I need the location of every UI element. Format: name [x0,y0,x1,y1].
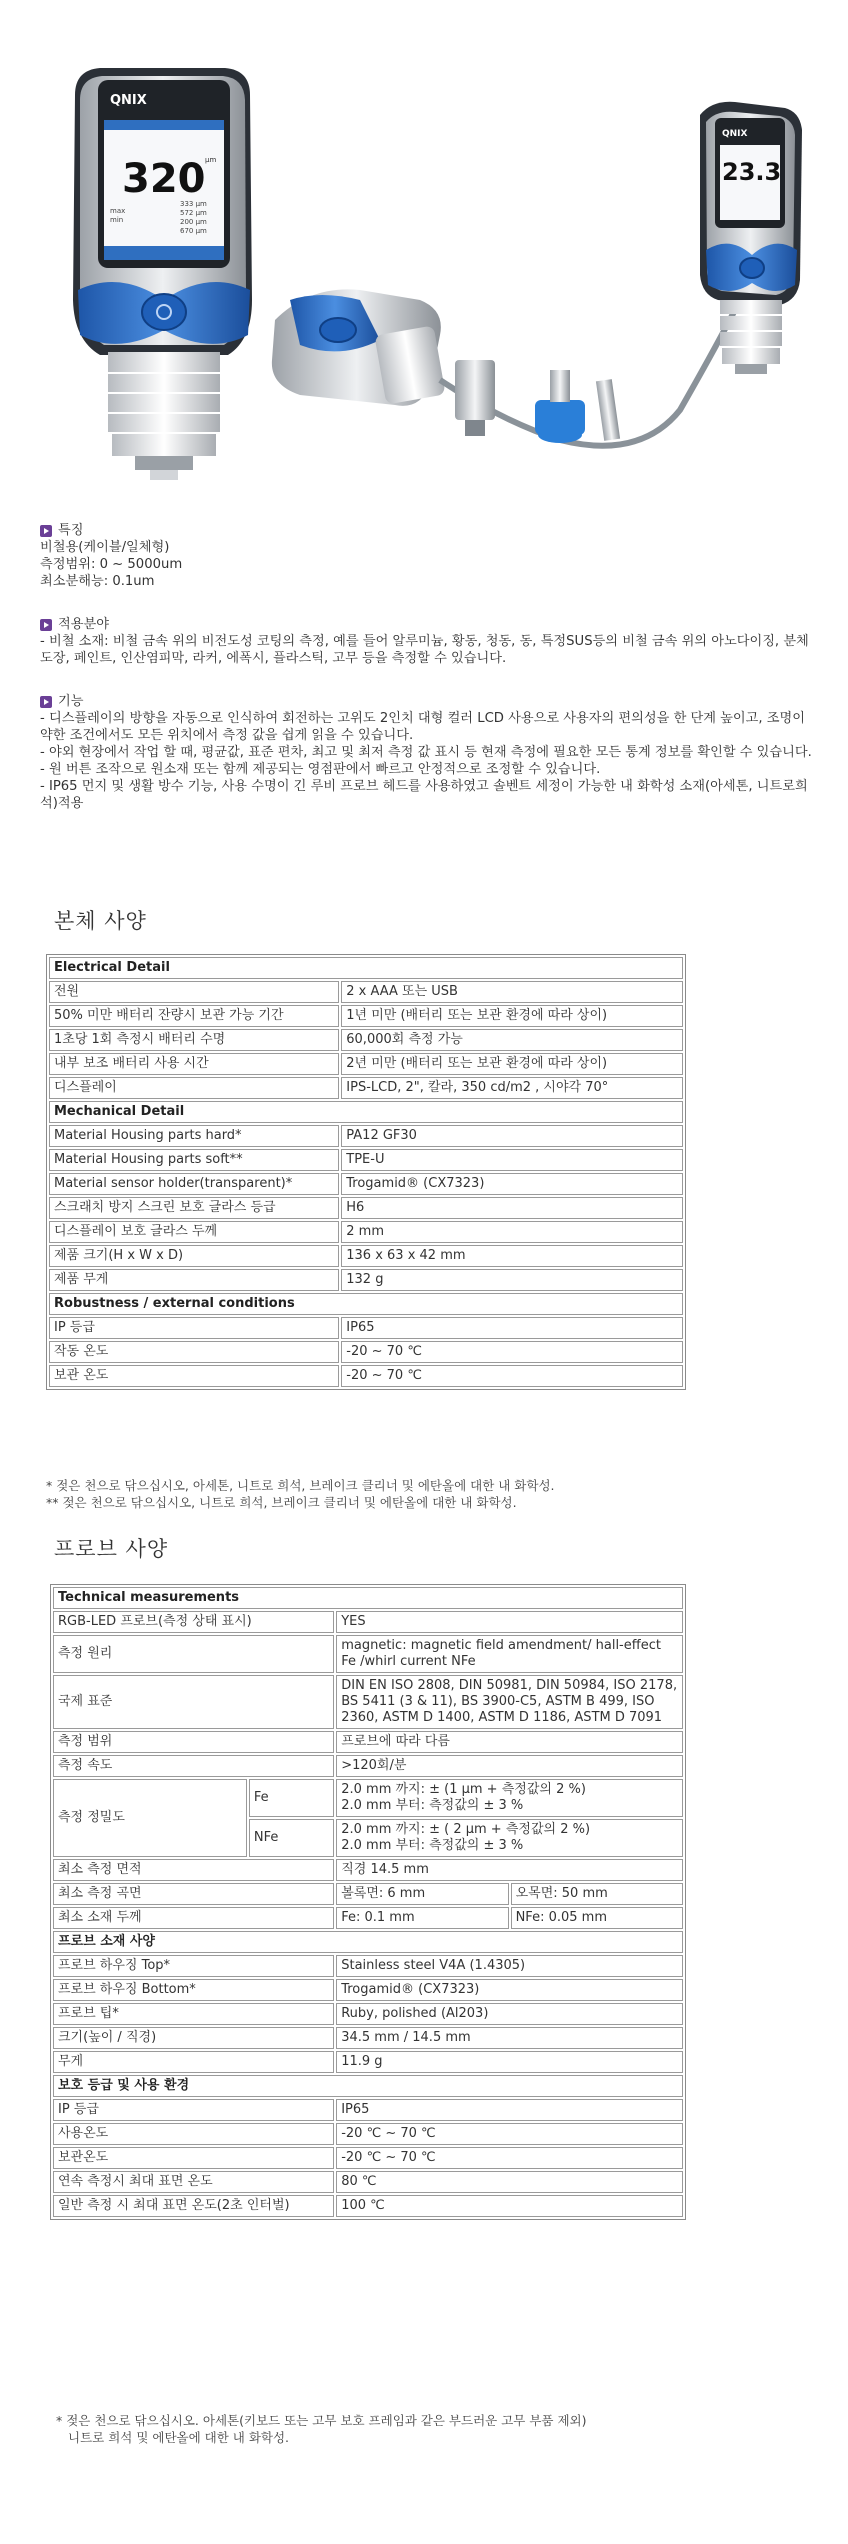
table-row: 일반 측정 시 최대 표면 온도(2초 인터벌) 100 ℃ [53,2195,683,2217]
table-row: 제품 무게 132 g [49,1269,683,1291]
probe-spec-table [50,1584,686,2220]
play-bullet-icon [40,525,52,537]
table-row: 측정 속도 >120회/분 [53,1755,683,1777]
intro-section [40,522,820,812]
table-row: 보관온도 -20 ℃ ~ 70 ℃ [53,2147,683,2169]
footnote: 니트로 희석 및 에탄올에 대한 내 화학성. [68,2430,290,2445]
table-row: NFe 2.0 mm 까지: ± ( 2 µm + 측정값의 2 %) 2.0 mm 부터: 측정값의 ± 3 % [53,1819,683,1857]
device-cable-probe [272,260,745,446]
features-heading: 특징 [40,522,820,539]
functions-line: - IP65 먼지 및 생활 방수 기능, 사용 수명이 긴 루비 프로브 헤드를 사용하였고 솔벤트 세정이 가능한 내 화학성 소재(아세톤, 니트로희석)적용 [40,779,808,811]
table-row: RGB-LED 프로브(측정 상태 표시) YES [53,1611,683,1633]
table-row: 프로브 팁* Ruby, polished (Al203) [53,2003,683,2025]
footnote: * 젖은 천으로 닦으십시오, 아세톤, 니트로 희석, 브레이크 클리너 및 에탄올에 대한 내 화학성. [46,1478,555,1493]
table-row: 무게 11.9 g [53,2051,683,2073]
table-group-row: Robustness / external conditions [49,1293,683,1315]
table-group-row: Mechanical Detail [49,1101,683,1123]
product-photo [0,0,848,520]
table-row: 최소 소재 두께 Fe: 0.1 mm NFe: 0.05 mm [53,1907,683,1929]
device-main [73,68,252,480]
footnote: ** 젖은 천으로 닦으십시오, 니트로 희석, 브레이크 클리너 및 에탄올에 대한 내 화학성. [46,1495,517,1510]
table-row: 최소 측정 곡면 볼록면: 6 mm 오목면: 50 mm [53,1883,683,1905]
functions-line: - 원 버튼 조작으로 원소재 또는 함께 제공되는 영점판에서 빠르고 안정적으로 조정할 수 있습니다. [40,762,601,777]
table-row: 1초당 1회 측정시 배터리 수명 60,000회 측정 가능 [49,1029,683,1051]
svg-text:200 µm: 200 µm [180,218,207,226]
features-line: 측정범위: 0 ~ 5000um [40,557,183,572]
svg-text:max: max [110,207,126,215]
table-group-row: Technical measurements [53,1587,683,1609]
table-row: 내부 보조 배터리 사용 시간 2년 미만 (배터리 또는 보관 환경에 따라 상이) [49,1053,683,1075]
table-group-row: 프로브 소재 사양 [53,1931,683,1953]
table-row: 디스플레이 IPS-LCD, 2", 칼라, 350 cd/m2 , 시야각 70° [49,1077,683,1099]
table-row: 사용온도 -20 ℃ ~ 70 ℃ [53,2123,683,2145]
table-row: 국제 표준 DIN EN ISO 2808, DIN 50981, DIN 50984, ISO 2178, BS 5411 (3 & 11), BS 3900-C5, ASTM B 499, ISO 2360, ASTM D 1400, ASTM D 1186, ASTM D 7091 [53,1675,683,1729]
body-spec-notes [46,1477,806,1511]
device1-brand: QNIX [110,93,147,108]
table-row: 프로브 하우징 Top* Stainless steel V4A (1.4305) [53,1955,683,1977]
table-row: 연속 측정시 최대 표면 온도 80 ℃ [53,2171,683,2193]
table-row: 측정 범위 프로브에 따라 다름 [53,1731,683,1753]
device-secondary [700,102,802,374]
table-row: 프로브 하우징 Bottom* Trogamid® (CX7323) [53,1979,683,2001]
table-row: 제품 크기(H x W x D) 136 x 63 x 42 mm [49,1245,683,1267]
body-spec-title: 본체 사양 [54,909,147,933]
power-button-icon [142,294,186,330]
table-row: Material Housing parts soft** TPE-U [49,1149,683,1171]
table-row: Material sensor holder(transparent)* Trogamid® (CX7323) [49,1173,683,1195]
table-group-row: Electrical Detail [49,957,683,979]
applications-heading: 적용분야 [40,616,820,633]
play-bullet-icon [40,696,52,708]
table-row: 보관 온도 -20 ~ 70 ℃ [49,1365,683,1387]
table-row: 전원 2 x AAA 또는 USB [49,981,683,1003]
applications-text: - 비철 소재: 비철 금속 위의 비전도성 코팅의 측정, 예를 들어 알루미늄, 황동, 청동, 동, 특정SUS등의 비철 금속 위의 아노다이징, 분체도장, 페인트, 인산염피막, 라커, 에폭시, 플라스틱, 고무 등을 측정할 수 있습니다. [40,634,809,666]
functions-line: - 야외 현장에서 작업 할 때, 평균값, 표준 편차, 최고 및 최저 측정 값 표시 등 현재 측정에 필요한 모든 통계 정보를 확인할 수 있습니다. [40,745,812,760]
footnote: * 젖은 천으로 닦으십시오. 아세톤(키보드 또는 고무 보호 프레임과 같은 부드러운 고무 부품 제외) [56,2413,587,2428]
features-line: 비철용(케이블/일체형) [40,540,170,555]
table-row: 측정 원리 magnetic: magnetic field amendment/ hall-effect Fe /whirl current NFe [53,1635,683,1673]
table-row: 디스플레이 보호 글라스 두께 2 mm [49,1221,683,1243]
svg-text:670 µm: 670 µm [180,227,207,235]
table-row: 스크래치 방지 스크린 보호 글라스 등급 H6 [49,1197,683,1219]
table-row: 작동 온도 -20 ~ 70 ℃ [49,1341,683,1363]
svg-text:333 µm: 333 µm [180,200,207,208]
table-row: 최소 측정 면적 직경 14.5 mm [53,1859,683,1881]
functions-line: - 디스플레이의 방향을 자동으로 인식하여 회전하는 고위도 2인치 대형 컬러 LCD 사용으로 사용자의 편의성을 한 단계 높이고, 조명이 약한 조건에서도 모든 위치에서 측정 값을 쉽게 읽을 수 있습니다. [40,711,806,743]
functions-heading: 기능 [40,693,820,710]
device1-unit: µm [205,156,217,164]
product-illustration [0,0,848,520]
svg-text:572 µm: 572 µm [180,209,207,217]
table-row: IP 등급 IP65 [49,1317,683,1339]
table-row: 측정 정밀도 Fe 2.0 mm 까지: ± (1 µm + 측정값의 2 %) 2.0 mm 부터: 측정값의 ± 3 % [53,1779,683,1817]
table-row: 50% 미만 배터리 잔량시 보관 가능 기간 1년 미만 (배터리 또는 보관 환경에 따라 상이) [49,1005,683,1027]
features-line: 최소분해능: 0.1um [40,574,155,589]
device1-reading: 320 [122,156,206,202]
probe-spec-title: 프로브 사양 [54,1537,169,1561]
probe-spec-notes [56,2412,816,2446]
table-row: Material Housing parts hard* PA12 GF30 [49,1125,683,1147]
device2-reading: 23.3 [722,158,782,186]
table-group-row: 보호 등급 및 사용 환경 [53,2075,683,2097]
play-bullet-icon [40,619,52,631]
svg-text:min: min [110,216,124,224]
table-row: 크기(높이 / 직경) 34.5 mm / 14.5 mm [53,2027,683,2049]
device2-brand: QNIX [722,129,748,139]
body-spec-table [46,954,686,1390]
table-row: IP 등급 IP65 [53,2099,683,2121]
